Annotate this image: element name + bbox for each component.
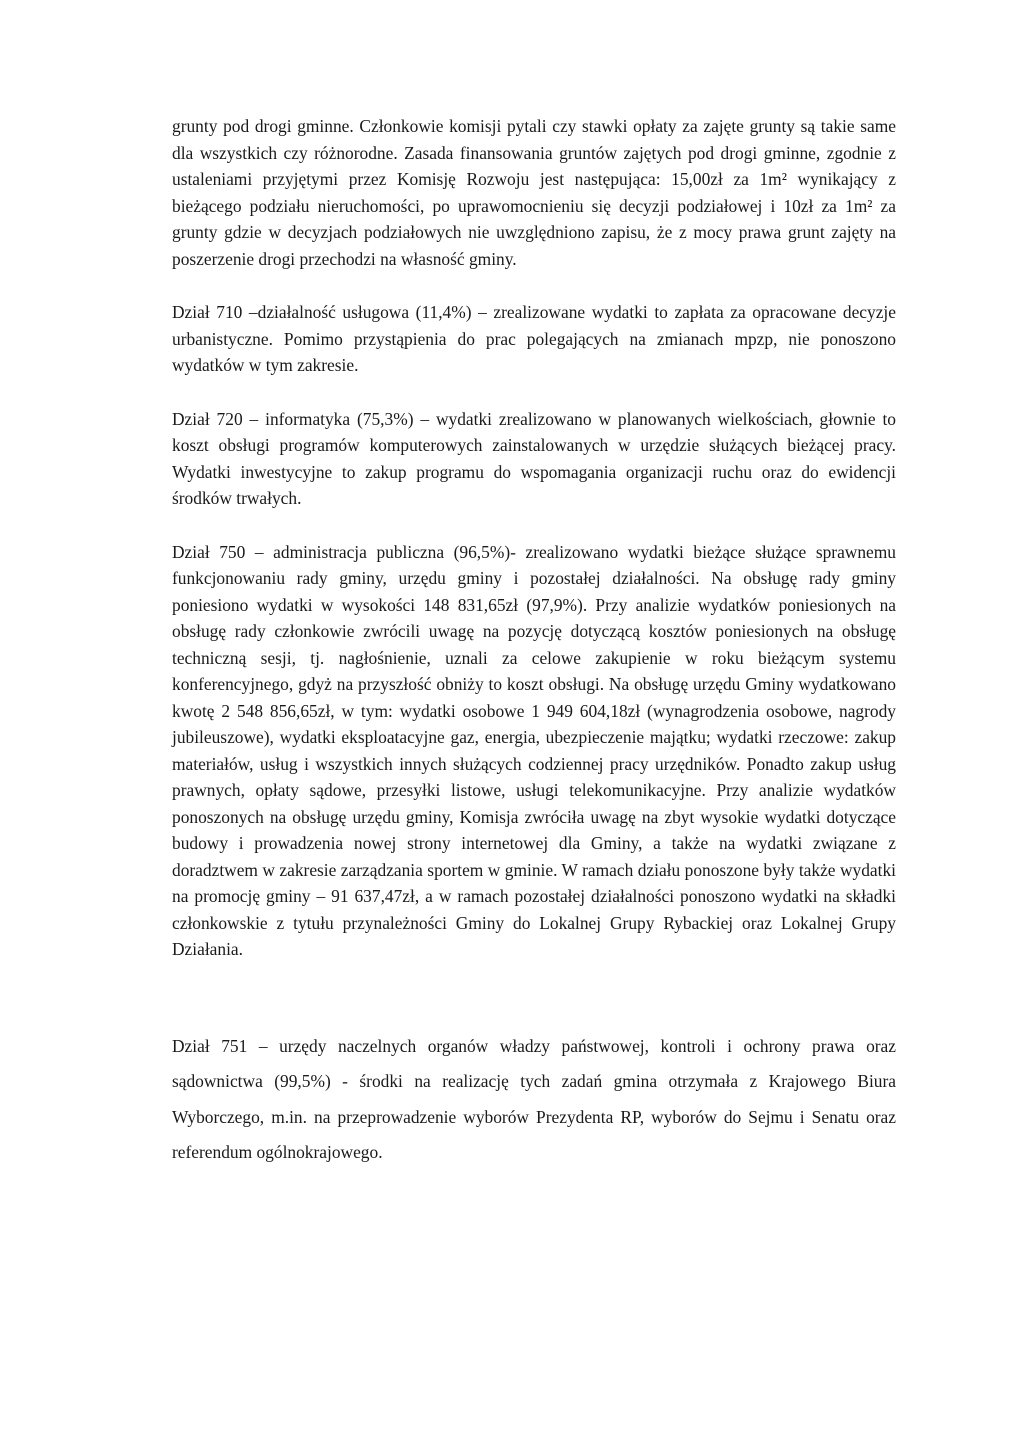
paragraph-section-720: Dział 720 – informatyka (75,3%) – wydatki zrealizowano w planowanych wielkościach, głownie to koszt obsługi programów komputerowych zainstalowanych w urzędzie służących bieżącej pracy. Wydatki inwestycyjne to zakup programu do wspomagania organizacji ruchu oraz do ewidencji środków trwałych. bbox=[172, 408, 896, 508]
paragraph-section-751: Dział 751 – urzędy naczelnych organów władzy państwowej, kontroli i ochrony prawa oraz sądownictwa (99,5%) - środki na realizację tych zadań gmina otrzymała z Krajowego Biura Wyborczego, m.in. na przeprowadzenie wyborów Prezydenta RP, wyborów do Sejmu i Senatu oraz referendum ogólnokrajowego. bbox=[172, 1035, 896, 1162]
document-body bbox=[172, 113, 896, 1198]
paragraph-land-roads: grunty pod drogi gminne. Członkowie komisji pytali czy stawki opłaty za zajęte grunty są takie same dla wszystkich czy różnorodne. Zasada finansowania gruntów zajętych pod drogi gminne, zgodnie z ustaleniami przyjętymi przez Komisję Rozwoju jest następująca: 15,00zł za 1m² wynikający z bieżącego podziału nieruchomości, po uprawomocnieniu się decyzji podziałowej i 10zł za 1m² za grunty gdzie w decyzjach podziałowych nie uwzględniono zapisu, że z mocy prawa grunt zajęty na poszerzenie drogi przechodzi na własność gminy. bbox=[172, 116, 896, 269]
paragraph-section-710: Dział 710 –działalność usługowa (11,4%) – zrealizowane wydatki to zapłata za opracowane decyzje urbanistyczne. Pomimo przystąpienia do prac polegających na zmianach mpzp, nie ponoszono wydatków w tym zakresie. bbox=[172, 302, 896, 375]
paragraph-section-750: Dział 750 – administracja publiczna (96,5%)- zrealizowano wydatki bieżące służące sprawnemu funkcjonowaniu rady gminy, urzędu gminy i pozostałej działalności. Na obsługę rady gminy poniesiono wydatki w wysokości 148 831,65zł (97,9%). Przy analizie wydatków poniesionych na obsługę rady członkowie zwrócili uwagę na pozycję dotyczącą kosztów poniesionych na obsługę techniczną sesji, tj. nagłośnienie, uznali za celowe zakupienie w roku bieżącym systemu konferencyjnego, gdyż na przyszłość obniży to koszt obsługi. Na obsługę urzędu Gminy wydatkowano kwotę 2 548 856,65zł, w tym: wydatki osobowe 1 949 604,18zł (wynagrodzenia osobowe, nagrody jubileuszowe), wydatki eksploatacyjne gaz, energia, ubezpieczenie majątku; wydatki rzeczowe: zakup materiałów, usług i wszystkich innych służących codziennej pracy urzędników. Ponadto zakup usług prawnych, opłaty sądowe, przesyłki listowe, usługi telekomunikacyjne. Przy analizie wydatków ponoszonych na obsługę urzędu gminy, Komisja zwróciła uwagę na zbyt wysokie wydatki dotyczące budowy i prowadzenia nowej strony internetowej dla Gminy, a także na wydatki związane z doradztwem w zakresie zarządzania sportem w gminie. W ramach działu ponoszone były także wydatki na promocję gminy – 91 637,47zł, a w ramach pozostałej działalności ponoszono wydatki na składki członkowskie z tytułu przynależności Gminy do Lokalnej Grupy Rybackiej oraz Lokalnej Grupy Działania. bbox=[172, 541, 896, 959]
